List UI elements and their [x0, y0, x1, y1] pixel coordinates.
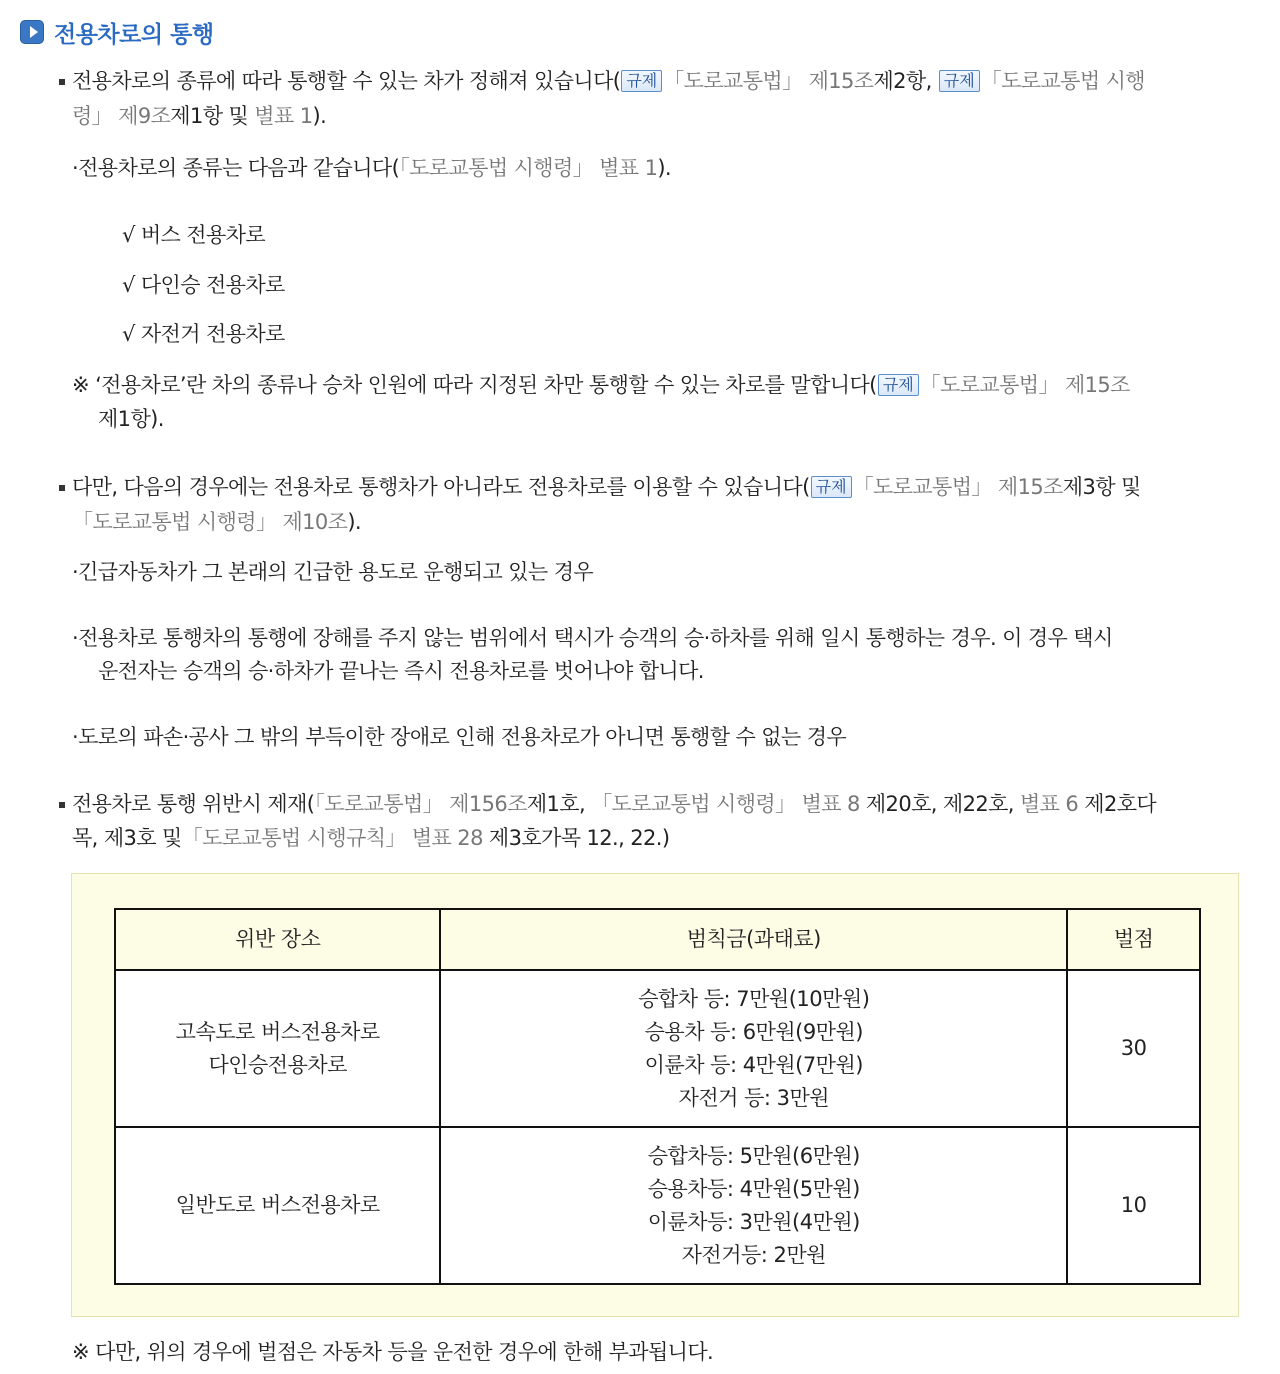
regulation-badge[interactable]: 규제 — [621, 70, 662, 92]
cell-points: 30 — [1067, 970, 1200, 1127]
paragraph-exceptions — [72, 470, 1141, 504]
play-arrow-icon — [20, 20, 44, 44]
text: 제3호가목 12., 22.) — [482, 826, 670, 850]
note-definition-cont: 제1항). — [98, 407, 164, 431]
fine-line: 이륜차등: 3만원(4만원) — [647, 1209, 860, 1234]
paragraph-penalties-cont — [72, 821, 669, 855]
place-line: 다인승전용차로 — [208, 1052, 347, 1077]
exception-case: ·전용차로 통행차의 통행에 장해를 주지 않는 범위에서 택시가 승객의 승·하차를 위해 일시 통행하는 경우. 이 경우 택시 — [72, 626, 1113, 650]
fine-line: 자전거 등: 3만원 — [678, 1085, 830, 1110]
text: ). — [312, 104, 327, 128]
regulation-badge[interactable]: 규제 — [939, 70, 980, 92]
lane-type-item: √ 버스 전용차로 — [122, 223, 266, 247]
cell-place — [115, 1127, 440, 1284]
square-bullet-icon — [59, 485, 65, 491]
note-definition — [72, 368, 1130, 402]
regulation-badge[interactable]: 규제 — [878, 374, 919, 396]
section-title — [20, 14, 214, 50]
section-title-text: 전용차로의 통행 — [54, 21, 214, 48]
text: ※ ‘전용차로’란 차의 종류나 승차 인원에 따라 지정된 차만 통행할 수 있는 차로를 말합니다( — [72, 373, 877, 397]
law-link[interactable]: 「도로교통법 시행령」 별표 1 — [399, 156, 658, 180]
appendix-link[interactable]: 별표 6 — [1019, 792, 1079, 816]
text: 다만, 다음의 경우에는 전용차로 통행차가 아니라도 전용차로를 이용할 수 있습니다( — [72, 475, 810, 499]
text: 제3항 및 — [1062, 475, 1141, 499]
law-link[interactable]: 「도로교통법 시행령」 별표 8 — [591, 792, 860, 816]
law-link[interactable]: 「도로교통법」 제15조 — [663, 69, 874, 93]
text: 제1호, — [526, 792, 592, 816]
cell-fines — [440, 970, 1067, 1127]
exception-case-cont: 운전자는 승객의 승·하차가 끝나는 즉시 전용차로를 벗어나야 합니다. — [98, 659, 704, 683]
text: ). — [347, 510, 362, 534]
appendix-link[interactable]: 별표 1 — [254, 104, 313, 128]
text: ). — [657, 156, 672, 180]
text: 전용차로 통행 위반시 제재( — [72, 792, 315, 816]
law-link[interactable]: 령」 제9조 — [72, 104, 171, 128]
cell-points: 10 — [1067, 1127, 1200, 1284]
law-link[interactable]: 「도로교통법 시행 — [980, 69, 1145, 93]
fine-line: 승용차등: 4만원(5만원) — [647, 1176, 860, 1201]
fine-line: 승합차 등: 7만원(10만원) — [638, 986, 870, 1011]
exception-case: ·긴급자동차가 그 본래의 긴급한 용도로 운행되고 있는 경우 — [72, 560, 594, 584]
paragraph-lane-types — [72, 64, 1145, 98]
header-place: 위반 장소 — [115, 909, 440, 970]
lane-type-item: √ 다인승 전용차로 — [122, 273, 285, 297]
text: 제20호, 제22호, — [859, 792, 1020, 816]
paragraph-exceptions-cont — [72, 505, 361, 539]
header-fine: 범칙금(과태료) — [440, 909, 1067, 970]
paragraph-lane-types-cont — [72, 99, 326, 133]
paragraph-penalties — [72, 787, 1156, 821]
lane-type-item: √ 자전거 전용차로 — [122, 322, 285, 346]
fine-line: 승합차등: 5만원(6만원) — [647, 1143, 860, 1168]
table-row — [115, 1127, 1200, 1284]
law-link[interactable]: 「도로교통법 시행규칙」 별표 28 — [181, 826, 483, 850]
square-bullet-icon — [59, 802, 65, 808]
regulation-badge[interactable]: 규제 — [811, 476, 852, 498]
text: ·전용차로의 종류는 다음과 같습니다( — [72, 156, 400, 180]
law-link[interactable]: 「도로교통법 시행령」 제10조 — [72, 510, 348, 534]
law-link[interactable]: 「도로교통법」 제15조 — [919, 373, 1130, 397]
fine-line: 승용차 등: 6만원(9만원) — [644, 1019, 863, 1044]
text: 전용차로의 종류에 따라 통행할 수 있는 차가 정해져 있습니다( — [72, 69, 621, 93]
law-link[interactable]: 「도로교통법」 제156조 — [314, 792, 527, 816]
table-header-row — [115, 909, 1200, 970]
text: 제2호다 — [1078, 792, 1157, 816]
penalty-table — [114, 908, 1201, 1285]
text: 목, 제3호 및 — [72, 826, 182, 850]
square-bullet-icon — [59, 79, 65, 85]
exception-case: ·도로의 파손·공사 그 밖의 부득이한 장애로 인해 전용차로가 아니면 통행할 수 없는 경우 — [72, 725, 847, 749]
fine-line: 이륜차 등: 4만원(7만원) — [644, 1052, 863, 1077]
text: 제2항, — [873, 69, 938, 93]
cell-fines — [440, 1127, 1067, 1284]
fine-line: 자전거등: 2만원 — [681, 1242, 826, 1267]
place-line: 고속도로 버스전용차로 — [175, 1019, 380, 1044]
place-line: 일반도로 버스전용차로 — [175, 1193, 380, 1217]
cell-place — [115, 970, 440, 1127]
text: 제1항 및 — [170, 104, 255, 128]
law-link[interactable]: 「도로교통법」 제15조 — [852, 475, 1063, 499]
header-points: 벌점 — [1067, 909, 1200, 970]
table-row — [115, 970, 1200, 1127]
footnote: ※ 다만, 위의 경우에 벌점은 자동차 등을 운전한 경우에 한해 부과됩니다. — [72, 1340, 714, 1364]
lane-types-intro — [72, 151, 671, 185]
